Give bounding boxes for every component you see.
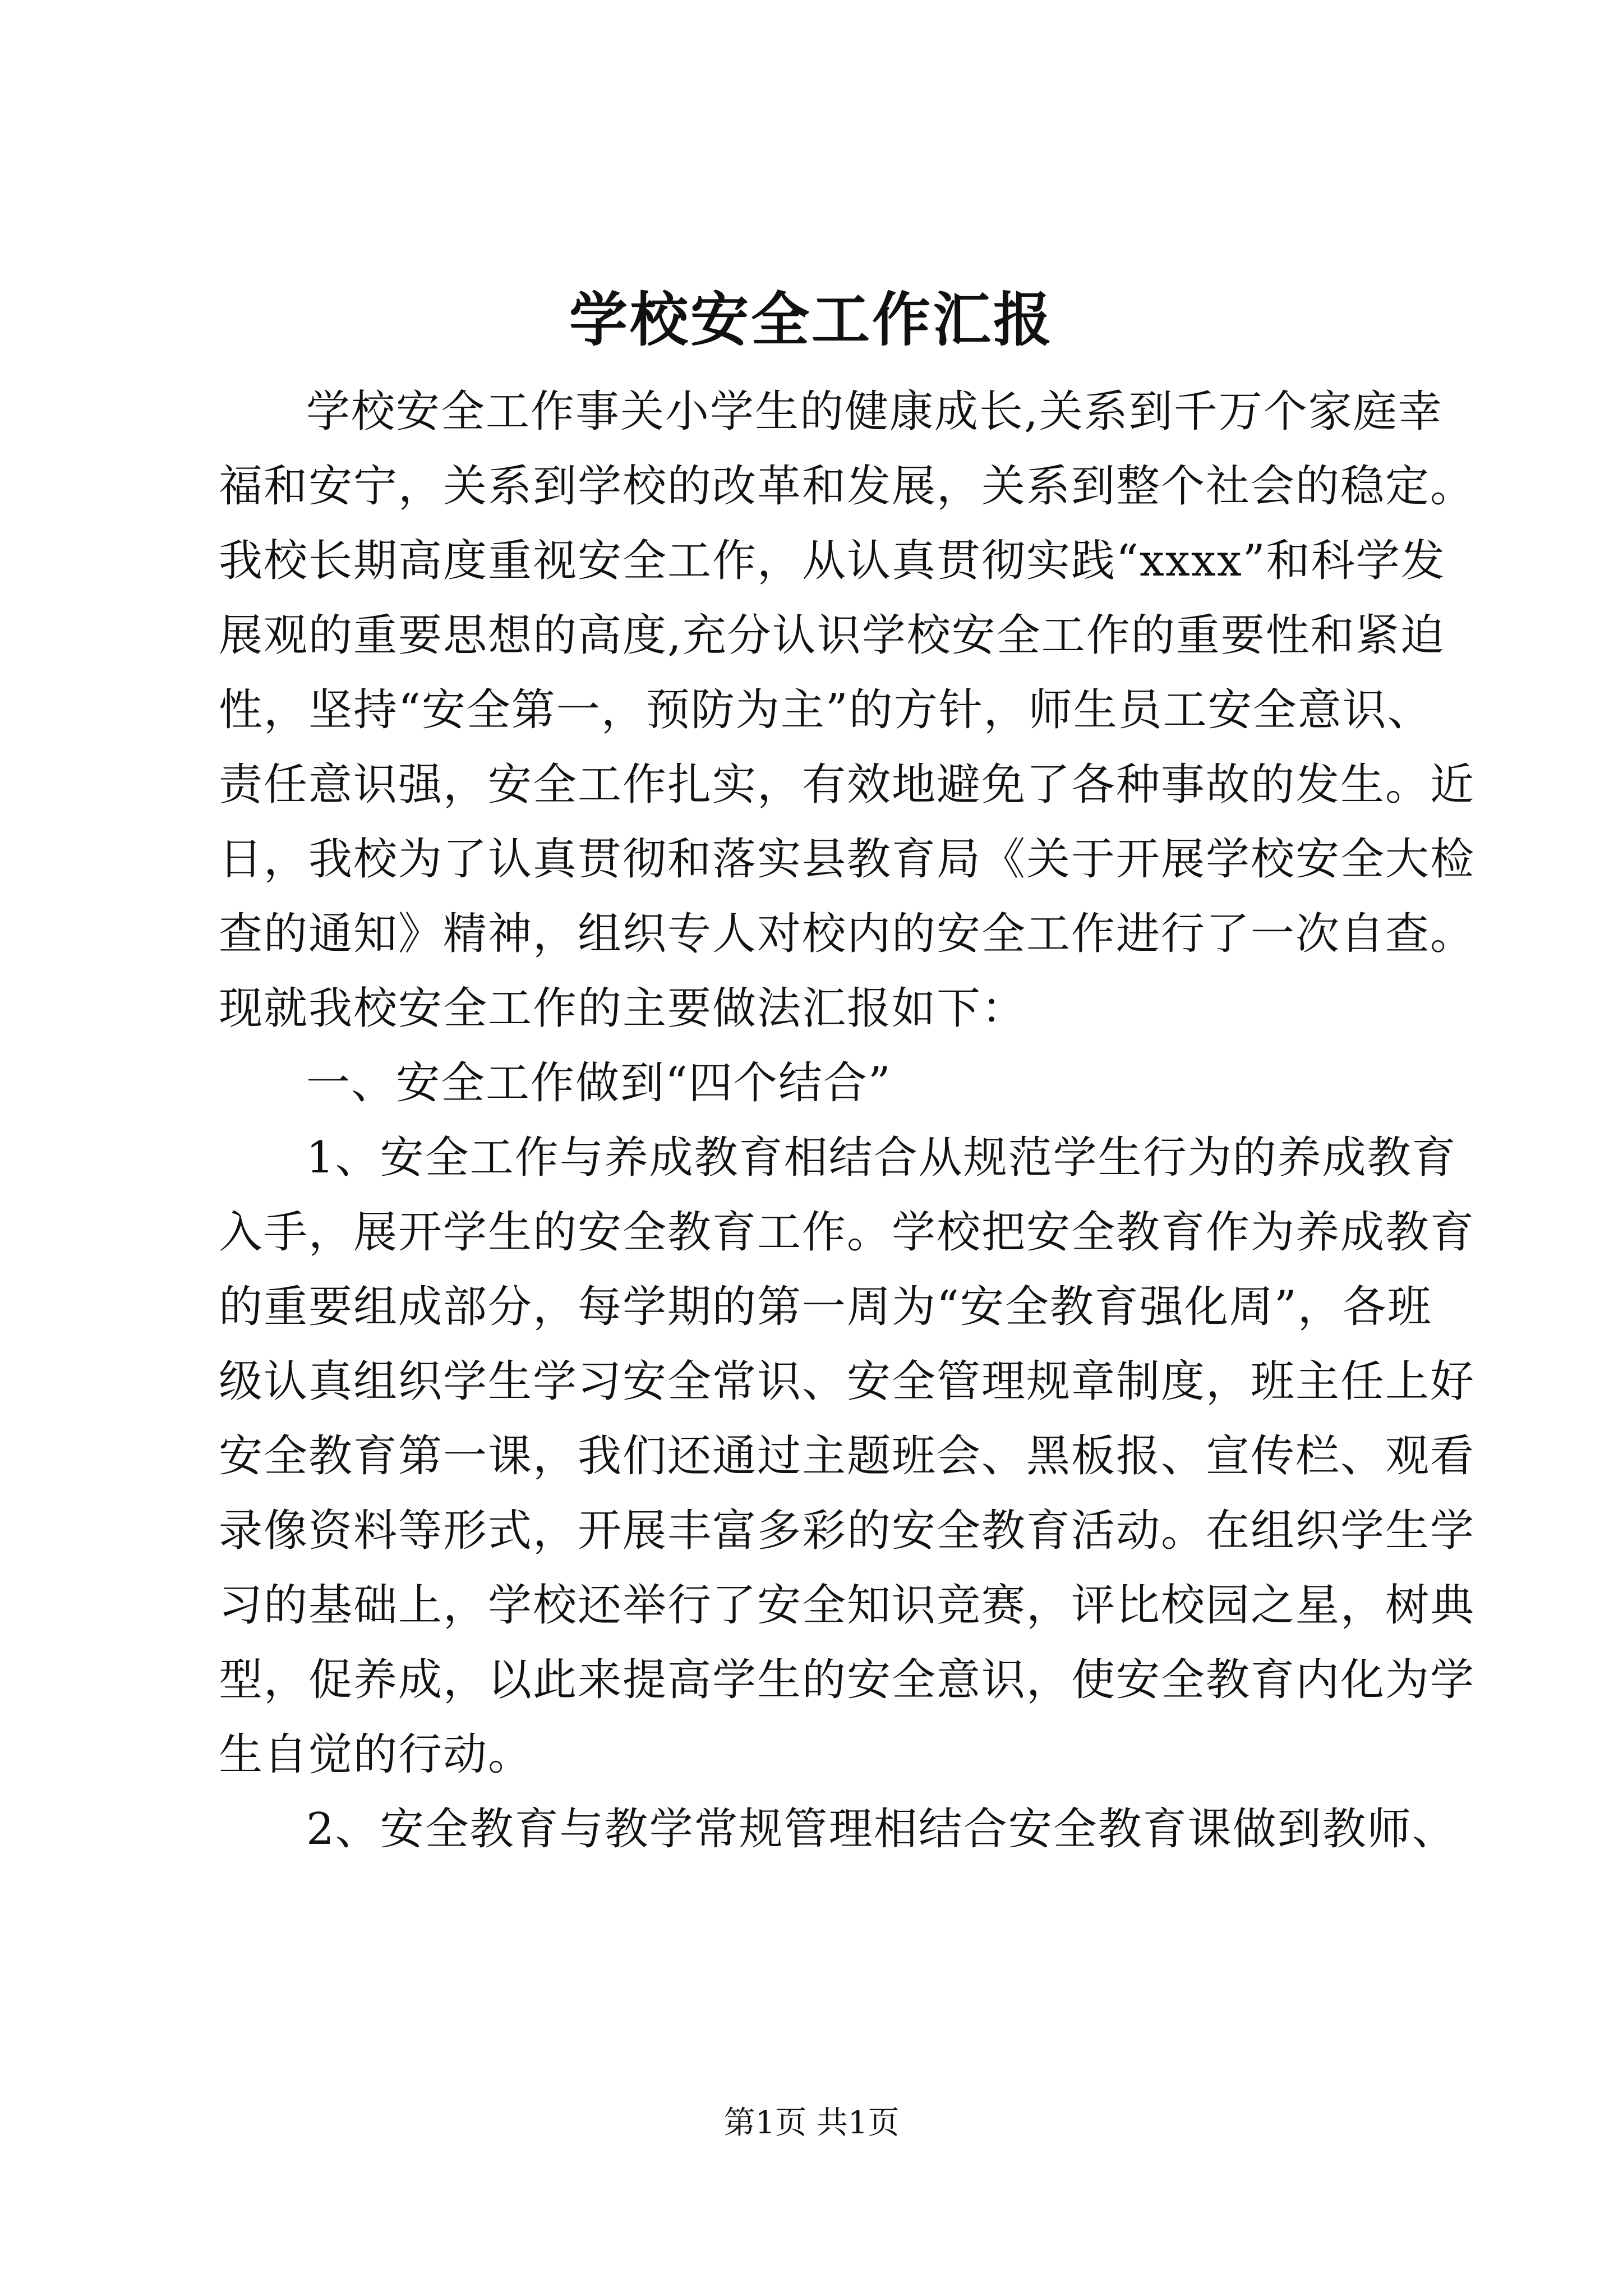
text-line: 查的通知》精神，组织专人对校内的安全工作进行了一次自查。 (219, 909, 1476, 959)
text-line: 学校安全工作事关小学生的健康成长,关系到千万个家庭幸 (306, 386, 1443, 437)
text-line: 性，坚持“安全第一，预防为主”的方针，师生员工安全意识、 (219, 685, 1432, 735)
section-heading: 一、安全工作做到“四个结合” (306, 1058, 892, 1108)
text-line: 生自觉的行动。 (219, 1729, 533, 1780)
text-line: 2、安全教育与教学常规管理相结合安全教育课做到教师、 (306, 1804, 1457, 1855)
text-line: 日，我校为了认真贯彻和落实县教育局《关于开展学校安全大检 (219, 834, 1476, 885)
text-line: 型，促养成，以此来提高学生的安全意识，使安全教育内化为学 (219, 1655, 1476, 1705)
document-body (219, 375, 1476, 1867)
text-line: 的重要组成部分，每学期的第一周为“安全教育强化周”，各班 (219, 1282, 1432, 1332)
text-line: 1、安全工作与养成教育相结合从规范学生行为的养成教育 (306, 1133, 1457, 1183)
text-line: 安全教育第一课，我们还通过主题班会、黑板报、宣传栏、观看 (219, 1431, 1476, 1481)
text-line: 现就我校安全工作的主要做法汇报如下： (219, 983, 1027, 1034)
text-line: 录像资料等形式，开展丰富多彩的安全教育活动。在组织学生学 (219, 1506, 1476, 1556)
document-title: 学校安全工作汇报 (569, 285, 1054, 354)
text-line: 我校长期高度重视安全工作，从认真贯彻实践“xxxx”和科学发 (219, 536, 1446, 586)
text-line: 级认真组织学生学习安全常识、安全管理规章制度，班主任上好 (219, 1356, 1476, 1407)
text-line: 习的基础上，学校还举行了安全知识竞赛，评比校园之星，树典 (219, 1580, 1476, 1631)
text-line: 展观的重要思想的高度,充分认识学校安全工作的重要性和紧迫 (219, 610, 1445, 661)
text-line: 责任意识强，安全工作扎实，有效地避免了各种事故的发生。近 (219, 760, 1476, 810)
text-line: 福和安宁，关系到学校的改革和发展，关系到整个社会的稳定。 (219, 461, 1476, 512)
text-line: 入手，展开学生的安全教育工作。学校把安全教育作为养成教育 (219, 1207, 1476, 1258)
page-footer: 第1页 共1页 (723, 2105, 900, 2141)
